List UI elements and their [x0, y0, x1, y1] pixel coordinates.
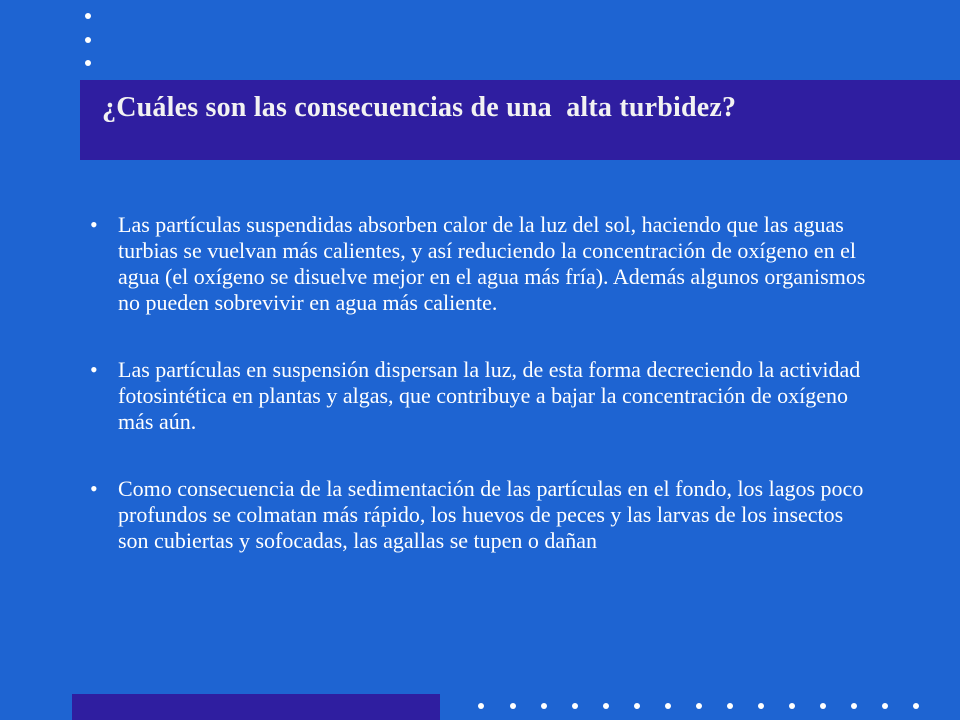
- decorative-dot: [696, 703, 702, 709]
- bullet-item: [90, 357, 870, 435]
- decorative-dot: [85, 60, 91, 66]
- decorative-dot: [85, 13, 91, 19]
- footer-bar: [72, 694, 440, 720]
- decorative-dot: [820, 703, 826, 709]
- decorative-dot: [478, 703, 484, 709]
- bullet-icon: •: [90, 476, 98, 501]
- bullet-text: Las partículas suspendidas absorben calor de la luz del sol, haciendo que las aguas turbias se vuelvan más calientes, y así reduciendo la concentración de oxígeno en el agua (el oxígeno se disuelve mejor en el agua más fría). Además algunos organismos no pueden sobrevivir en agua más caliente.: [118, 212, 866, 315]
- decorative-dot: [572, 703, 578, 709]
- decorative-dot: [913, 703, 919, 709]
- bullet-list: [90, 212, 870, 595]
- decorative-dot: [665, 703, 671, 709]
- decorative-dot: [851, 703, 857, 709]
- bullet-icon: •: [90, 357, 98, 382]
- title-bar: [80, 80, 960, 160]
- decorative-dot: [603, 703, 609, 709]
- decorative-dot: [758, 703, 764, 709]
- bullet-text: Como consecuencia de la sedimentación de las partículas en el fondo, los lagos poco profundos se colmatan más rápido, los huevos de peces y las larvas de los insectos son cubiertas y sofocadas, las agallas se tupen o dañan: [118, 476, 864, 553]
- decorative-dot: [789, 703, 795, 709]
- bullet-item: [90, 476, 870, 554]
- decorative-dot: [882, 703, 888, 709]
- bullet-text: Las partículas en suspensión dispersan la luz, de esta forma decreciendo la actividad fotosintética en plantas y algas, que contribuye a bajar la concentración de oxígeno más aún.: [118, 357, 861, 434]
- bullet-item: [90, 212, 870, 316]
- bullet-icon: •: [90, 212, 98, 237]
- decorative-dot: [85, 37, 91, 43]
- slide-title: ¿Cuáles son las consecuencias de una alta turbidez?: [102, 92, 737, 123]
- decorative-dot: [510, 703, 516, 709]
- decorative-dot: [727, 703, 733, 709]
- decorative-dot: [634, 703, 640, 709]
- decorative-dot: [541, 703, 547, 709]
